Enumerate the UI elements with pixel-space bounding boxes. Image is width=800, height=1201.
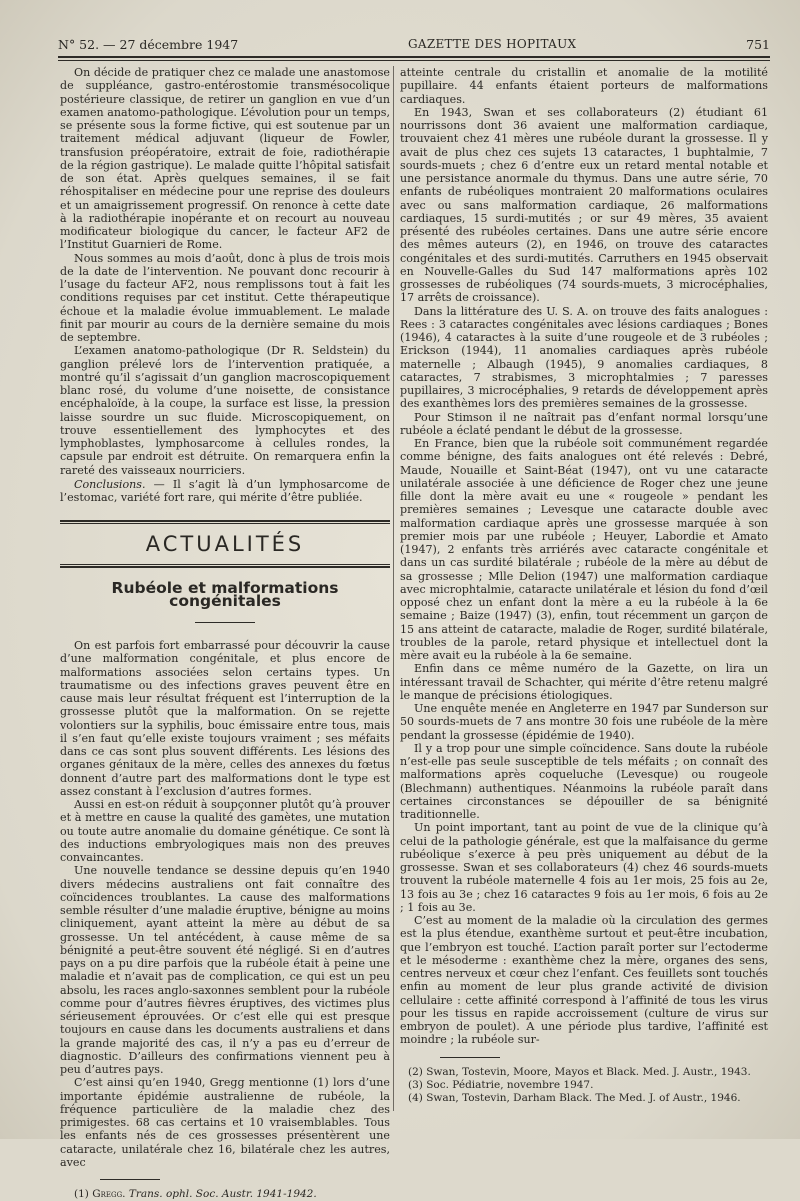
footnote-1 bbox=[60, 1188, 390, 1201]
paragraph: Dans la littérature des U. S. A. on trouve des faits analogues : Rees : 3 cataractes congénitales avec lésions cardiaques ; Bones (1946), 4 cataractes à la suite d’une rougeole et de 3 rubéoles ; Erickson (1944), 11 anomalies cardiaques après rubéole maternelle ; Albaugh (1945), 9 anomalies cardiaques, 8 cataractes, 7 strabismes, 3 microphtalmies ; 7 paresses pupillaires, 3 microcéphalies, 9 retards de développement après des exanthèmes lors des premières semaines de la grossesse. bbox=[400, 304, 768, 411]
paragraph: Un point important, tant au point de vue de la clinique qu’à celui de la pathologie générale, est que la malfaisance du germe rubéolique s’exerce à peu près uniquement au début de la grossesse. Swan et ses collaborateurs (4) chez 46 sourds-muets trouvent la rubéole maternelle 4 fois au 1er mois, 25 fois au 2e, 13 fois au 3e ; chez 16 cataractes 9 fois au 1er mois, 6 fois au 2e ; 1 fois au 3e. bbox=[400, 821, 768, 914]
conclusions-paragraph bbox=[60, 478, 390, 505]
footnote-prefix: (1) bbox=[74, 1188, 93, 1200]
section-title: ACTUALITÉS bbox=[145, 532, 305, 557]
conclusions-text: — Il s’agit là d’un lymphosarcome de l’estomac, variété fort rare, qui mérite d’être publiée. bbox=[60, 477, 390, 504]
footnote-rule bbox=[100, 1179, 160, 1180]
right-column bbox=[400, 66, 768, 1105]
section-rule-top-thin bbox=[60, 523, 390, 524]
issue-date: N° 52. — 27 décembre 1947 bbox=[58, 36, 239, 52]
paragraph: Une nouvelle tendance se dessine depuis qu’en 1940 divers médecins australiens ont fait connaître des coïncidences troublantes. La cause des malformations semble résulter d’une maladie éruptive, bénigne au moins cliniquement, ayant atteint la mère au début de sa grossesse. Un tel antécédent, à cause même de sa bénignité a peut-être souvent été négligé. Si en d’autres pays on a pu dire parfois que la rubéole était à peine une maladie et n’avait pas de complication, ce qui est un peu absolu, les races anglo-saxonnes semblent pour la rubéole comme pour d’autres fièvres éruptives, des victimes plus sérieusement éprouvées. Or c’est elle qui est presque toujours en cause dans les documents australiens et dans la grande majorité des cas, il n’y a pas eu d’erreur de diagnostic. D’ailleurs des confirmations viennent peu à peu d’autres pays. bbox=[60, 864, 390, 1076]
footnote-source: Trans. ophl. Soc. Austr. 1941-1942. bbox=[125, 1188, 317, 1200]
conclusions-label: Conclusions. bbox=[74, 477, 146, 491]
page-number: 751 bbox=[746, 36, 770, 52]
paragraph: Aussi en est-on réduit à soupçonner plutôt qu’à prouver et à mettre en cause la qualité des gamètes, une mutation ou toute autre anomalie du domaine génétique. Ce sont là des inductions embryologiques mais non des preuves convaincantes. bbox=[60, 798, 390, 864]
footnote-2: (2) Swan, Tostevin, Moore, Mayos et Black. Med. J. Austr., 1943. bbox=[408, 1065, 751, 1078]
paragraph: C’est au moment de la maladie où la circulation des germes est la plus étendue, exanthème surtout et peut-être incubation, que l’embryon est touché. L’action paraît porter sur l’ectoderme et le mésoderme : exanthème chez la mère, organes des sens, centres nerveux et cœur chez l’enfant. Ces feuillets sont touchés enfin au moment de leur plus grande activité de division cellulaire : cette affinité correspond à l’affinité de tous les virus pour les tissus en rapide accroissement (culture de virus sur embryon de poulet). A une période plus tardive, l’affinité est moindre ; la rubéole sur- bbox=[400, 914, 768, 1047]
section-rule-top bbox=[60, 520, 390, 522]
header-rule bbox=[58, 56, 770, 61]
paragraph: On est parfois fort embarrassé pour découvrir la cause d’une malformation congénitale, et plus encore de malformations associées selon certains types. Un traumatisme ou des infections graves peuvent être en cause mais leur résultat fréquent est l’interruption de la grossesse plutôt que la malformation. On se rejette volontiers sur la syphilis, bouc émissaire entre tous, mais il s’en faut qu’elle existe toujours vraiment ; ses méfaits dans ce cas sont plus souvent différents. Les lésions des organes génitaux de la mère, celles des annexes du fœtus donnent d’autre part des malformations dont le type est assez constant à l’exclusion d’autres formes. bbox=[60, 639, 390, 798]
section-rule-bottom bbox=[60, 566, 390, 568]
paragraph: Nous sommes au mois d’août, donc à plus de trois mois de la date de l’intervention. Ne pouvant donc recourir à l’usage du facteur AF2, nous remplissons tout à fait les conditions requises par cet institut. Cette thérapeutique échoue et la maladie évolue immuablement. Le malade finit par mourir au cours de la dernière semaine du mois de septembre. bbox=[60, 251, 390, 344]
title-rule bbox=[195, 622, 255, 623]
left-column bbox=[60, 66, 390, 1201]
paragraph: Il y a trop pour une simple coïncidence. Sans doute la rubéole n’est-elle pas seule susceptible de tels méfaits ; on connaît des malformations après coqueluche (Levesque) ou rougeole (Blechmann) authentiques. Néanmoins la rubéole paraît dans certaines circonstances se dépouiller de sa bénignité traditionnelle. bbox=[400, 741, 768, 821]
section-rule-bottom-thin bbox=[60, 564, 390, 565]
paragraph: Une enquête menée en Angleterre en 1947 par Sunderson sur 50 sourds-muets de 7 ans montre 30 fois une rubéole de la mère pendant la grossesse (épidémie de 1940). bbox=[400, 702, 768, 742]
column-divider bbox=[393, 66, 394, 1111]
footnote-4: (4) Swan, Tostevin, Darham Black. The Med. J. of Austr., 1946. bbox=[408, 1091, 741, 1104]
paragraph: atteinte centrale du cristallin et anomalie de la motilité pupillaire. 44 enfants étaient porteurs de malformations cardiaques. bbox=[400, 66, 768, 106]
footnote-3: (3) Soc. Pédiatrie, novembre 1947. bbox=[408, 1078, 594, 1091]
page-header bbox=[58, 30, 770, 58]
footnotes bbox=[400, 1066, 768, 1105]
paragraph: C’est ainsi qu’en 1940, Gregg mentionne (1) lors d’une importante épidémie australienne de rubéole, la fréquence particulière de la maladie chez des primigestes. 68 cas certains et 10 vraisemblables. Tous les enfants nés de ces grossesses présentèrent une cataracte, unilatérale chez 16, bilatérale chez les autres, avec bbox=[60, 1076, 390, 1169]
footnote-author: Gregg. bbox=[92, 1188, 126, 1200]
paragraph: En France, bien que la rubéole soit communément regardée comme bénigne, des faits analogues ont été relevés : Debré, Maude, Nouaille et Saint-Béat (1947), ont vu une cataracte unilatérale associée à une déficience de Roger chez une jeune fille dont la mère avait eu une « rougeole » pendant les premières semaines ; Levesque une cataracte double avec malformation cardiaque après une grossesse marquée à son premier mois par une rubéole ; Heuyer, Labordie et Amato (1947), 2 enfants très arriérés avec cataracte congénitale et dans un cas surdité bilatérale ; rubéole de la mère au début de sa grossesse ; Mlle Delion (1947) une malformation cardiaque avec microphtalmie, cataracte unilatérale et lésion du fond d’œil opposé chez un enfant dont la mère a eu la rubéole à la 6e semaine ; Baize (1947) (3), enfin, tout récemment un garçon de 15 ans atteint de cataracte, maladie de Roger, surdité bilatérale, troubles de la parole, retard physique et intellectuel dont la mère avait eu la rubéole à la 6e semaine. bbox=[400, 437, 768, 662]
journal-title: GAZETTE DES HOPITAUX bbox=[407, 37, 577, 51]
paragraph: L’examen anatomo-pathologique (Dr R. Seldstein) du ganglion prélevé lors de l’intervention pratiquée, a montré qu’il s’agissait d’un ganglion macroscopiquement blanc rosé, du volume d’une noisette, de consistance encéphaloïde, à la coupe, la surface est lisse, la pression laisse sourdre un suc fluide. Microscopiquement, on trouve essentiellement des lymphocytes et des lymphoblastes, lymphosarcome à cellules rondes, la capsule par endroit est détruite. On remarquera enfin la rareté des vaisseaux nourriciers. bbox=[60, 344, 390, 477]
paragraph: On décide de pratiquer chez ce malade une anastomose de suppléance, gastro-entérostomie transmésocolique postérieure classique, de retirer un ganglion en vue d’un examen anatomo-pathologique. L’évolution pour un temps, se présente sous la forme fictive, qui est soutenue par un traitement médical adjuvant (liqueur de Fowler, transfusion préopératoire, extrait de foie, radiothérapie de la région gastrique). Le malade quitte l’hôpital satisfait de son état. Après quelques semaines, il se fait réhospitaliser en médecine pour une reprise des douleurs et un amaigrissement progressif. On renonce à cette date à la radiothérapie inopérante et on recourt au nouveau modificateur biologique du cancer, le facteur AF2 de l’Institut Guarnieri de Rome. bbox=[60, 66, 390, 252]
paragraph: Enfin dans ce même numéro de la Gazette, on lira un intéressant travail de Schachter, qui mérite d’être retenu malgré le manque de précisions étiologiques. bbox=[400, 662, 768, 702]
footnote-rule bbox=[440, 1057, 500, 1058]
article-title: Rubéole et malformations congénitales bbox=[111, 578, 339, 610]
paragraph: Pour Stimson il ne naîtrait pas d’enfant normal lorsqu’une rubéole a éclaté pendant le début de la grossesse. bbox=[400, 410, 768, 437]
paragraph: En 1943, Swan et ses collaborateurs (2) étudiant 61 nourrissons dont 36 avaient une malformation cardiaque, trouvaient chez 41 mères une rubéole durant la grossesse. Il y avait de plus chez ces sujets 13 cataractes, 1 buphtalmie, 7 sourds-muets ; chez 6 d’entre eux un retard mental notable et une persistance anormale du thymus. Dans une autre série, 70 enfants de rubéoliques montraient 20 malformations oculaires avec ou sans malformation cardiaque, 26 malformations cardiaques, 15 surdi-mutités ; or sur 49 mères, 35 avaient présenté des rubéoles certaines. Dans une autre série encore des mêmes auteurs (2), en 1946, on trouve des cataractes congénitales et des surdi-mutités. Carruthers en 1945 observait en Nouvelle-Galles du Sud 147 malformations après 102 grossesses de rubéoliques (74 sourds-muets, 3 microcéphalies, 17 arrêts de croissance). bbox=[400, 105, 768, 305]
